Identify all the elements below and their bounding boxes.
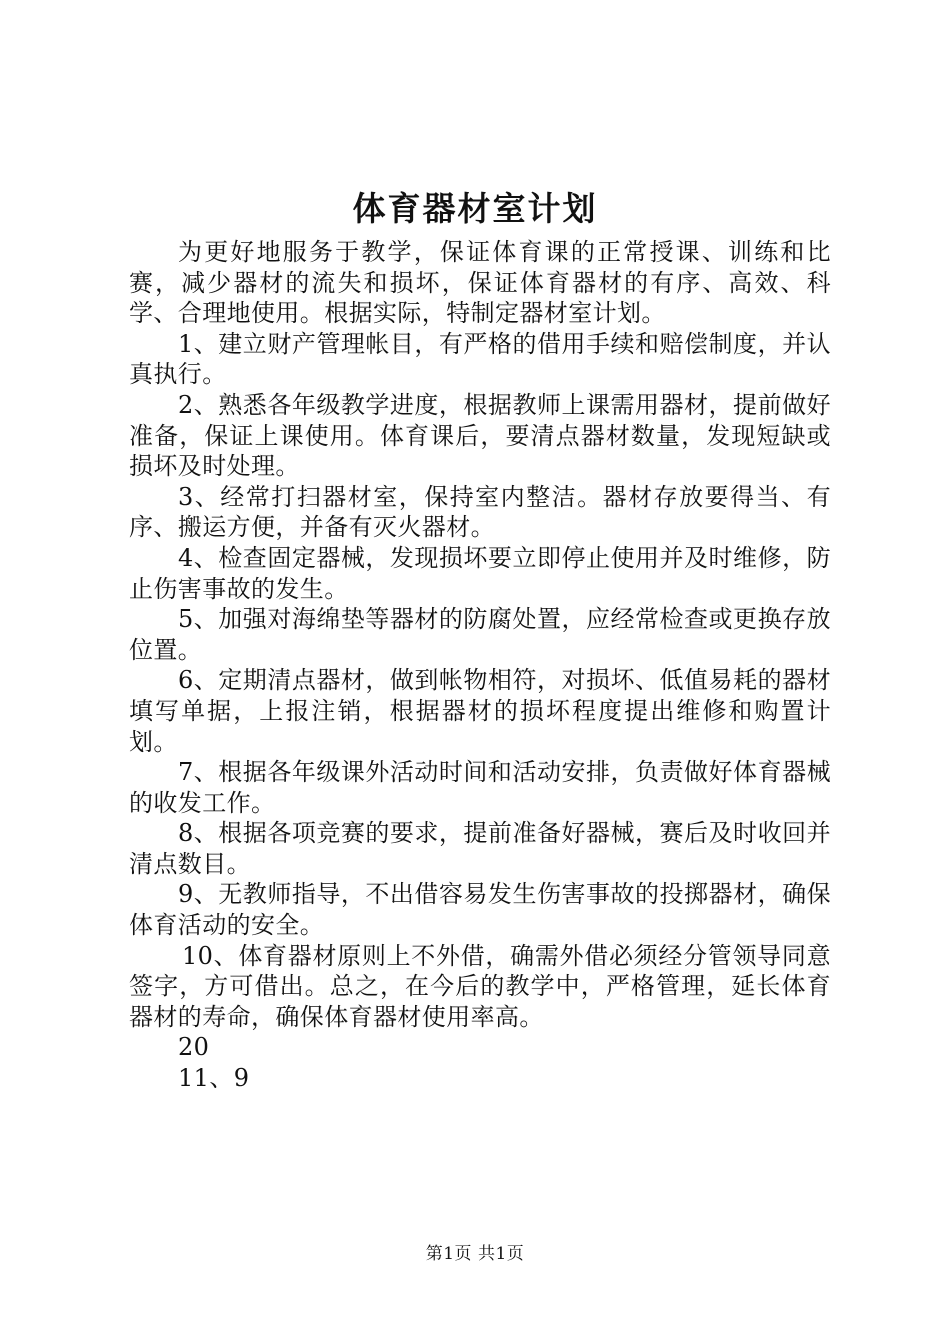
document-title: 体育器材室计划	[352, 189, 598, 228]
item-5-paragraph: 5、加强对海绵垫等器材的防腐处置，应经常检查或更换存放位置。	[129, 605, 831, 664]
item-8-paragraph: 8、根据各项竞赛的要求，提前准备好器械，赛后及时收回并清点数目。	[129, 819, 831, 878]
date-line-month-day: 11、9	[178, 1064, 250, 1093]
item-1-paragraph: 1、建立财产管理帐目，有严格的借用手续和赔偿制度，并认真执行。	[129, 329, 831, 389]
document-body	[129, 237, 831, 1094]
item-7-paragraph: 7、根据各年级课外活动时间和活动安排，负责做好体育器械的收发工作。	[129, 758, 831, 817]
date-line-year: 20	[178, 1033, 210, 1062]
item-10-paragraph: 10、体育器材原则上不外借，确需外借必须经分管领导同意签字，方可借出。总之，在今后的教学中，严格管理，延长体育器材的寿命，确保体育器材使用率高。	[129, 941, 831, 1031]
item-4-paragraph: 4、检查固定器械，发现损坏要立即停止使用并及时维修，防止伤害事故的发生。	[129, 543, 831, 603]
item-9-paragraph: 9、无教师指导，不出借容易发生伤害事故的投掷器材，确保体育活动的安全。	[129, 880, 831, 940]
item-6-paragraph: 6、定期清点器材，做到帐物相符，对损坏、低值易耗的器材填写单据，上报注销，根据器材的损坏程度提出维修和购置计划。	[129, 666, 831, 756]
intro-paragraph: 为更好地服务于教学，保证体育课的正常授课、训练和比赛，减少器材的流失和损坏，保证体育器材的有序、高效、科学、合理地使用。根据实际，特制定器材室计划。	[129, 238, 831, 328]
page-number-footer: 第1页 共1页	[425, 1244, 525, 1264]
item-3-paragraph: 3、经常打扫器材室，保持室内整洁。器材存放要得当、有序、搬运方便，并备有灭火器材。	[129, 482, 831, 542]
item-2-paragraph: 2、熟悉各年级教学进度，根据教师上课需用器材，提前做好准备，保证上课使用。体育课后，要清点器材数量，发现短缺或损坏及时处理。	[129, 390, 831, 481]
